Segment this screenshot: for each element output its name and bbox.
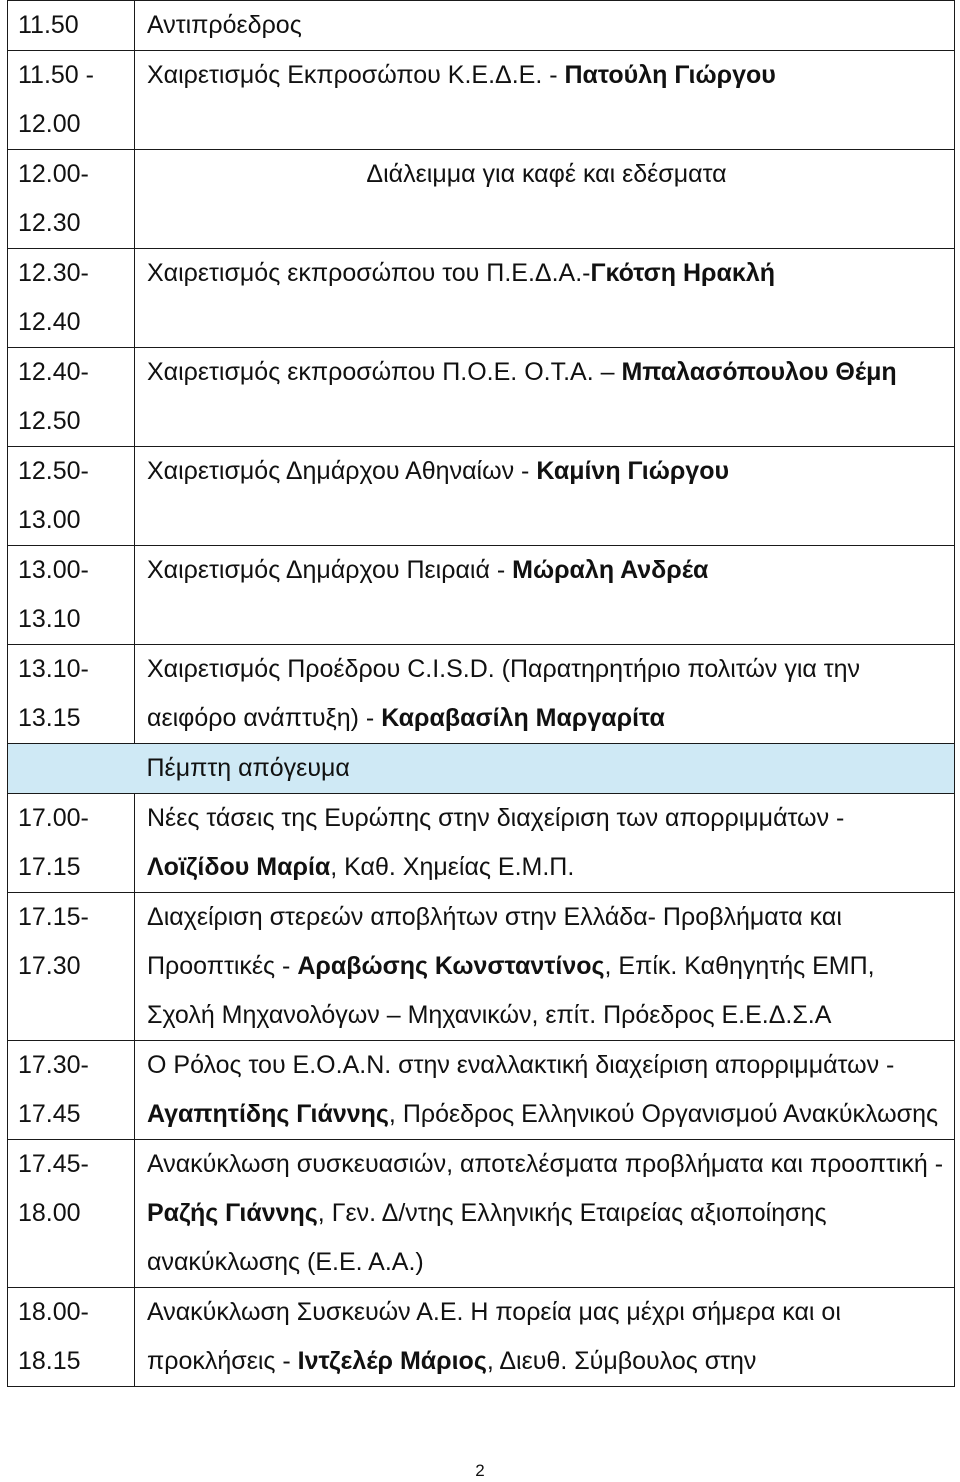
schedule-row xyxy=(8,893,955,1041)
description-text: Νέες τάσεις της Ευρώπης στην διαχείριση των απορριμμάτων - xyxy=(147,804,845,832)
speaker-name: Καμίνη Γιώργου xyxy=(536,457,730,485)
section-header-row xyxy=(8,744,955,794)
speaker-name: Ιντζελέρ Μάριος xyxy=(297,1347,487,1375)
description-cell xyxy=(135,794,955,893)
description-cell xyxy=(135,1041,955,1140)
description-text: Διαχείριση στερεών αποβλήτων στην Ελλάδα- Προβλήματα και Προοπτικές - xyxy=(147,903,842,980)
time-cell: 11.50 xyxy=(8,1,135,51)
description-cell xyxy=(135,1,955,51)
schedule-row xyxy=(8,794,955,893)
schedule-row xyxy=(8,447,955,546)
speaker-name: Ραζής Γιάννης xyxy=(147,1199,318,1227)
description-cell xyxy=(135,1140,955,1288)
description-text: Χαιρετισμός Εκπροσώπου Κ.Ε.Δ.Ε. - xyxy=(147,61,565,89)
description-cell xyxy=(135,150,955,249)
speaker-name: Μώραλη Ανδρέα xyxy=(512,556,709,584)
time-cell: 12.40- 12.50 xyxy=(8,348,135,447)
schedule-row xyxy=(8,348,955,447)
description-cell xyxy=(135,893,955,1041)
schedule-row xyxy=(8,150,955,249)
description-text: Χαιρετισμός Δημάρχου Πειραιά - xyxy=(147,556,513,584)
description-text: Ανακύκλωση συσκευασιών, αποτελέσματα προβλήματα και προοπτική - xyxy=(147,1150,944,1178)
description-text: , Γεν. Δ/ντης Ελληνικής Εταιρείας αξιοποίησης ανακύκλωσης (Ε.Ε. Α.Α.) xyxy=(147,1199,827,1276)
description-cell xyxy=(135,51,955,150)
description-cell xyxy=(135,249,955,348)
description-text: Πέμπτη απόγευμα xyxy=(146,754,350,782)
description-text: Αντιπρόεδρος xyxy=(147,11,302,39)
speaker-name: Αγαπητίδης Γιάννης xyxy=(147,1100,389,1128)
schedule-row xyxy=(8,645,955,744)
schedule-row xyxy=(8,249,955,348)
time-cell: 18.00- 18.15 xyxy=(8,1288,135,1387)
time-cell: 17.30- 17.45 xyxy=(8,1041,135,1140)
description-text: , Διευθ. Σύμβουλος στην xyxy=(486,1347,757,1375)
description-text: Χαιρετισμός εκπροσώπου του Π.Ε.Δ.Α.- xyxy=(147,259,591,287)
schedule-row xyxy=(8,51,955,150)
time-cell: 12.50- 13.00 xyxy=(8,447,135,546)
time-cell: 17.00- 17.15 xyxy=(8,794,135,893)
description-text: , Καθ. Χημείας Ε.Μ.Π. xyxy=(330,853,575,881)
schedule-row xyxy=(8,1,955,51)
speaker-name: Αραβώσης Κωνσταντίνος xyxy=(297,952,605,980)
speaker-name: Γκότση Ηρακλή xyxy=(590,259,775,287)
time-cell: 17.45- 18.00 xyxy=(8,1140,135,1288)
description-cell xyxy=(135,645,955,744)
schedule-table xyxy=(7,0,955,1387)
page-number: 2 xyxy=(475,1461,485,1480)
description-text: , Πρόεδρος Ελληνικού Οργανισμού Ανακύκλωσης xyxy=(388,1100,939,1128)
time-cell: 13.10- 13.15 xyxy=(8,645,135,744)
description-cell xyxy=(135,447,955,546)
description-cell xyxy=(135,1288,955,1387)
speaker-name: Μπαλασόπουλου Θέμη xyxy=(621,358,897,386)
speaker-name: Λοϊζίδου Μαρία xyxy=(147,853,331,881)
time-cell xyxy=(8,744,135,794)
schedule-row xyxy=(8,1288,955,1387)
description-text: , Επίκ. Καθηγητής ΕΜΠ, Σχολή Μηχανολόγων – Μηχανικών, επίτ. Πρόεδρος Ε.Ε.Δ.Σ.Α xyxy=(147,952,875,1029)
schedule-row xyxy=(8,1041,955,1140)
description-text: Ο Ρόλος του Ε.Ο.Α.Ν. στην εναλλακτική διαχείριση απορριμμάτων - xyxy=(147,1051,895,1079)
time-cell: 12.30- 12.40 xyxy=(8,249,135,348)
time-cell: 11.50 - 12.00 xyxy=(8,51,135,150)
description-text: Ανακύκλωση Συσκευών Α.Ε. Η πορεία μας μέχρι σήμερα και οι προκλήσεις - xyxy=(147,1298,841,1375)
description-cell xyxy=(135,348,955,447)
description-cell xyxy=(135,546,955,645)
time-cell: 17.15- 17.30 xyxy=(8,893,135,1041)
speaker-name: Πατούλη Γιώργου xyxy=(564,61,776,89)
schedule-row xyxy=(8,546,955,645)
description-text: Χαιρετισμός εκπροσώπου Π.Ο.Ε. Ο.Τ.Α. – xyxy=(147,358,622,386)
speaker-name: Καραβασίλη Μαργαρίτα xyxy=(381,704,665,732)
description-text: Χαιρετισμός Προέδρου C.I.S.D. (Παρατηρητήριο πολιτών για την αειφόρο ανάπτυξη) - xyxy=(147,655,861,732)
schedule-body xyxy=(8,1,955,1387)
schedule-row xyxy=(8,1140,955,1288)
time-cell: 13.00- 13.10 xyxy=(8,546,135,645)
description-text: Χαιρετισμός Δημάρχου Αθηναίων - xyxy=(147,457,537,485)
description-text: Διάλειμμα για καφέ και εδέσματα xyxy=(366,160,727,188)
time-cell: 12.00- 12.30 xyxy=(8,150,135,249)
section-title xyxy=(135,744,955,794)
